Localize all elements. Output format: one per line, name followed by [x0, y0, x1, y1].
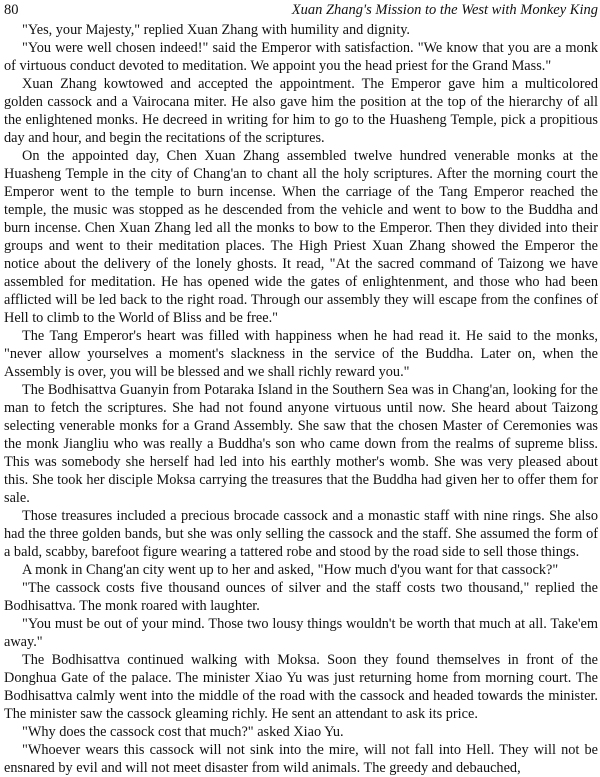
paragraph: On the appointed day, Chen Xuan Zhang assembled twelve hundred venerable monks at the Huasheng Temple in the city of Chang'an to chant all the holy scriptures. After the morning court the Emperor went to the temple to burn incense. When the carriage of the Tang Emperor reached the temple, the music was stopped as he descended from the vehicle and went to bow to the Buddha and burn incense. Chen Xuan Zhang led all the monks to bow to the Emperor. Then they divided into their groups and went to their meditation places. The High Priest Xuan Zhang showed the Emperor the notice about the delivery of the lonely ghosts. It read, "At the sacred command of Taizong we have assembled for meditation. He has opened wide the gates of enlightenment, and those who had been afflicted will be led back to the right road. Through our assembly they will escape from the confines of Hell to climb to the World of Bliss and be free." — [4, 148, 598, 326]
paragraph: "Whoever wears this cassock will not sink into the mire, will not fall into Hell. They will not be ensnared by evil and will not meet disaster from wild animals. The greedy and debauched, — [4, 742, 598, 776]
running-header — [4, 2, 598, 21]
paragraph: The Bodhisattva continued walking with Moksa. Soon they found themselves in front of the Donghua Gate of the palace. The minister Xiao Yu was just returning home from morning court. The Bodhisattva calmly went into the middle of the road with the cassock and headed towards the minister. The minister saw the cassock gleaming richly. He sent an attendant to ask its price. — [4, 652, 598, 722]
paragraph: Xuan Zhang kowtowed and accepted the appointment. The Emperor gave him a multicolored golden cassock and a Vairocana miter. He also gave him the position at the top of the hierarchy of all the enlightened monks. He decreed in writing for him to go to the Huasheng Temple, pick a propitious day and hour, and begin the recitations of the scriptures. — [4, 76, 598, 146]
paragraph: A monk in Chang'an city went up to her and asked, "How much d'you want for that cassock?" — [22, 562, 559, 578]
page-number: 80 — [4, 2, 19, 18]
paragraph: "You were well chosen indeed!" said the Emperor with satisfaction. "We know that you are a monk of virtuous conduct devoted to meditation. We appoint you the head priest for the Grand Mass." — [4, 40, 598, 74]
paragraph: The Bodhisattva Guanyin from Potaraka Island in the Southern Sea was in Chang'an, looking for the man to fetch the scriptures. She had not found anyone virtuous until now. She heard about Taizong selecting venerable monks for a Grand Assembly. She saw that the chosen Master of Ceremonies was the monk Jiangliu who was really a Buddha's son who came down from the realms of supreme bliss. This was somebody she herself had led into his earthly mother's womb. She was very pleased about this. She took her disciple Moksa carrying the treasures that the Buddha had given her to offer them for sale. — [4, 382, 598, 506]
paragraph: "Why does the cassock cost that much?" asked Xiao Yu. — [22, 724, 344, 740]
running-title: Xuan Zhang's Mission to the West with Monkey King — [291, 2, 598, 18]
paragraph: "You must be out of your mind. Those two lousy things wouldn't be worth that much at all. Take'em away." — [4, 616, 598, 650]
paragraph: The Tang Emperor's heart was filled with happiness when he had read it. He said to the monks, "never allow yourselves a moment's slackness in the service of the Buddha. Later on, when the Assembly is over, you will be blessed and we shall richly reward you." — [4, 328, 598, 380]
paragraph: "Yes, your Majesty," replied Xuan Zhang with humility and dignity. — [22, 22, 410, 38]
paragraph: Those treasures included a precious brocade cassock and a monastic staff with nine rings. She also had the three golden bands, but she was only selling the cassock and the staff. She assumed the form of a bald, scabby, barefoot figure wearing a tattered robe and stood by the road side to sell those things. — [4, 508, 598, 560]
body-text — [4, 21, 598, 777]
paragraph: "The cassock costs five thousand ounces of silver and the staff costs two thousand," replied the Bodhisattva. The monk roared with laughter. — [4, 580, 598, 614]
